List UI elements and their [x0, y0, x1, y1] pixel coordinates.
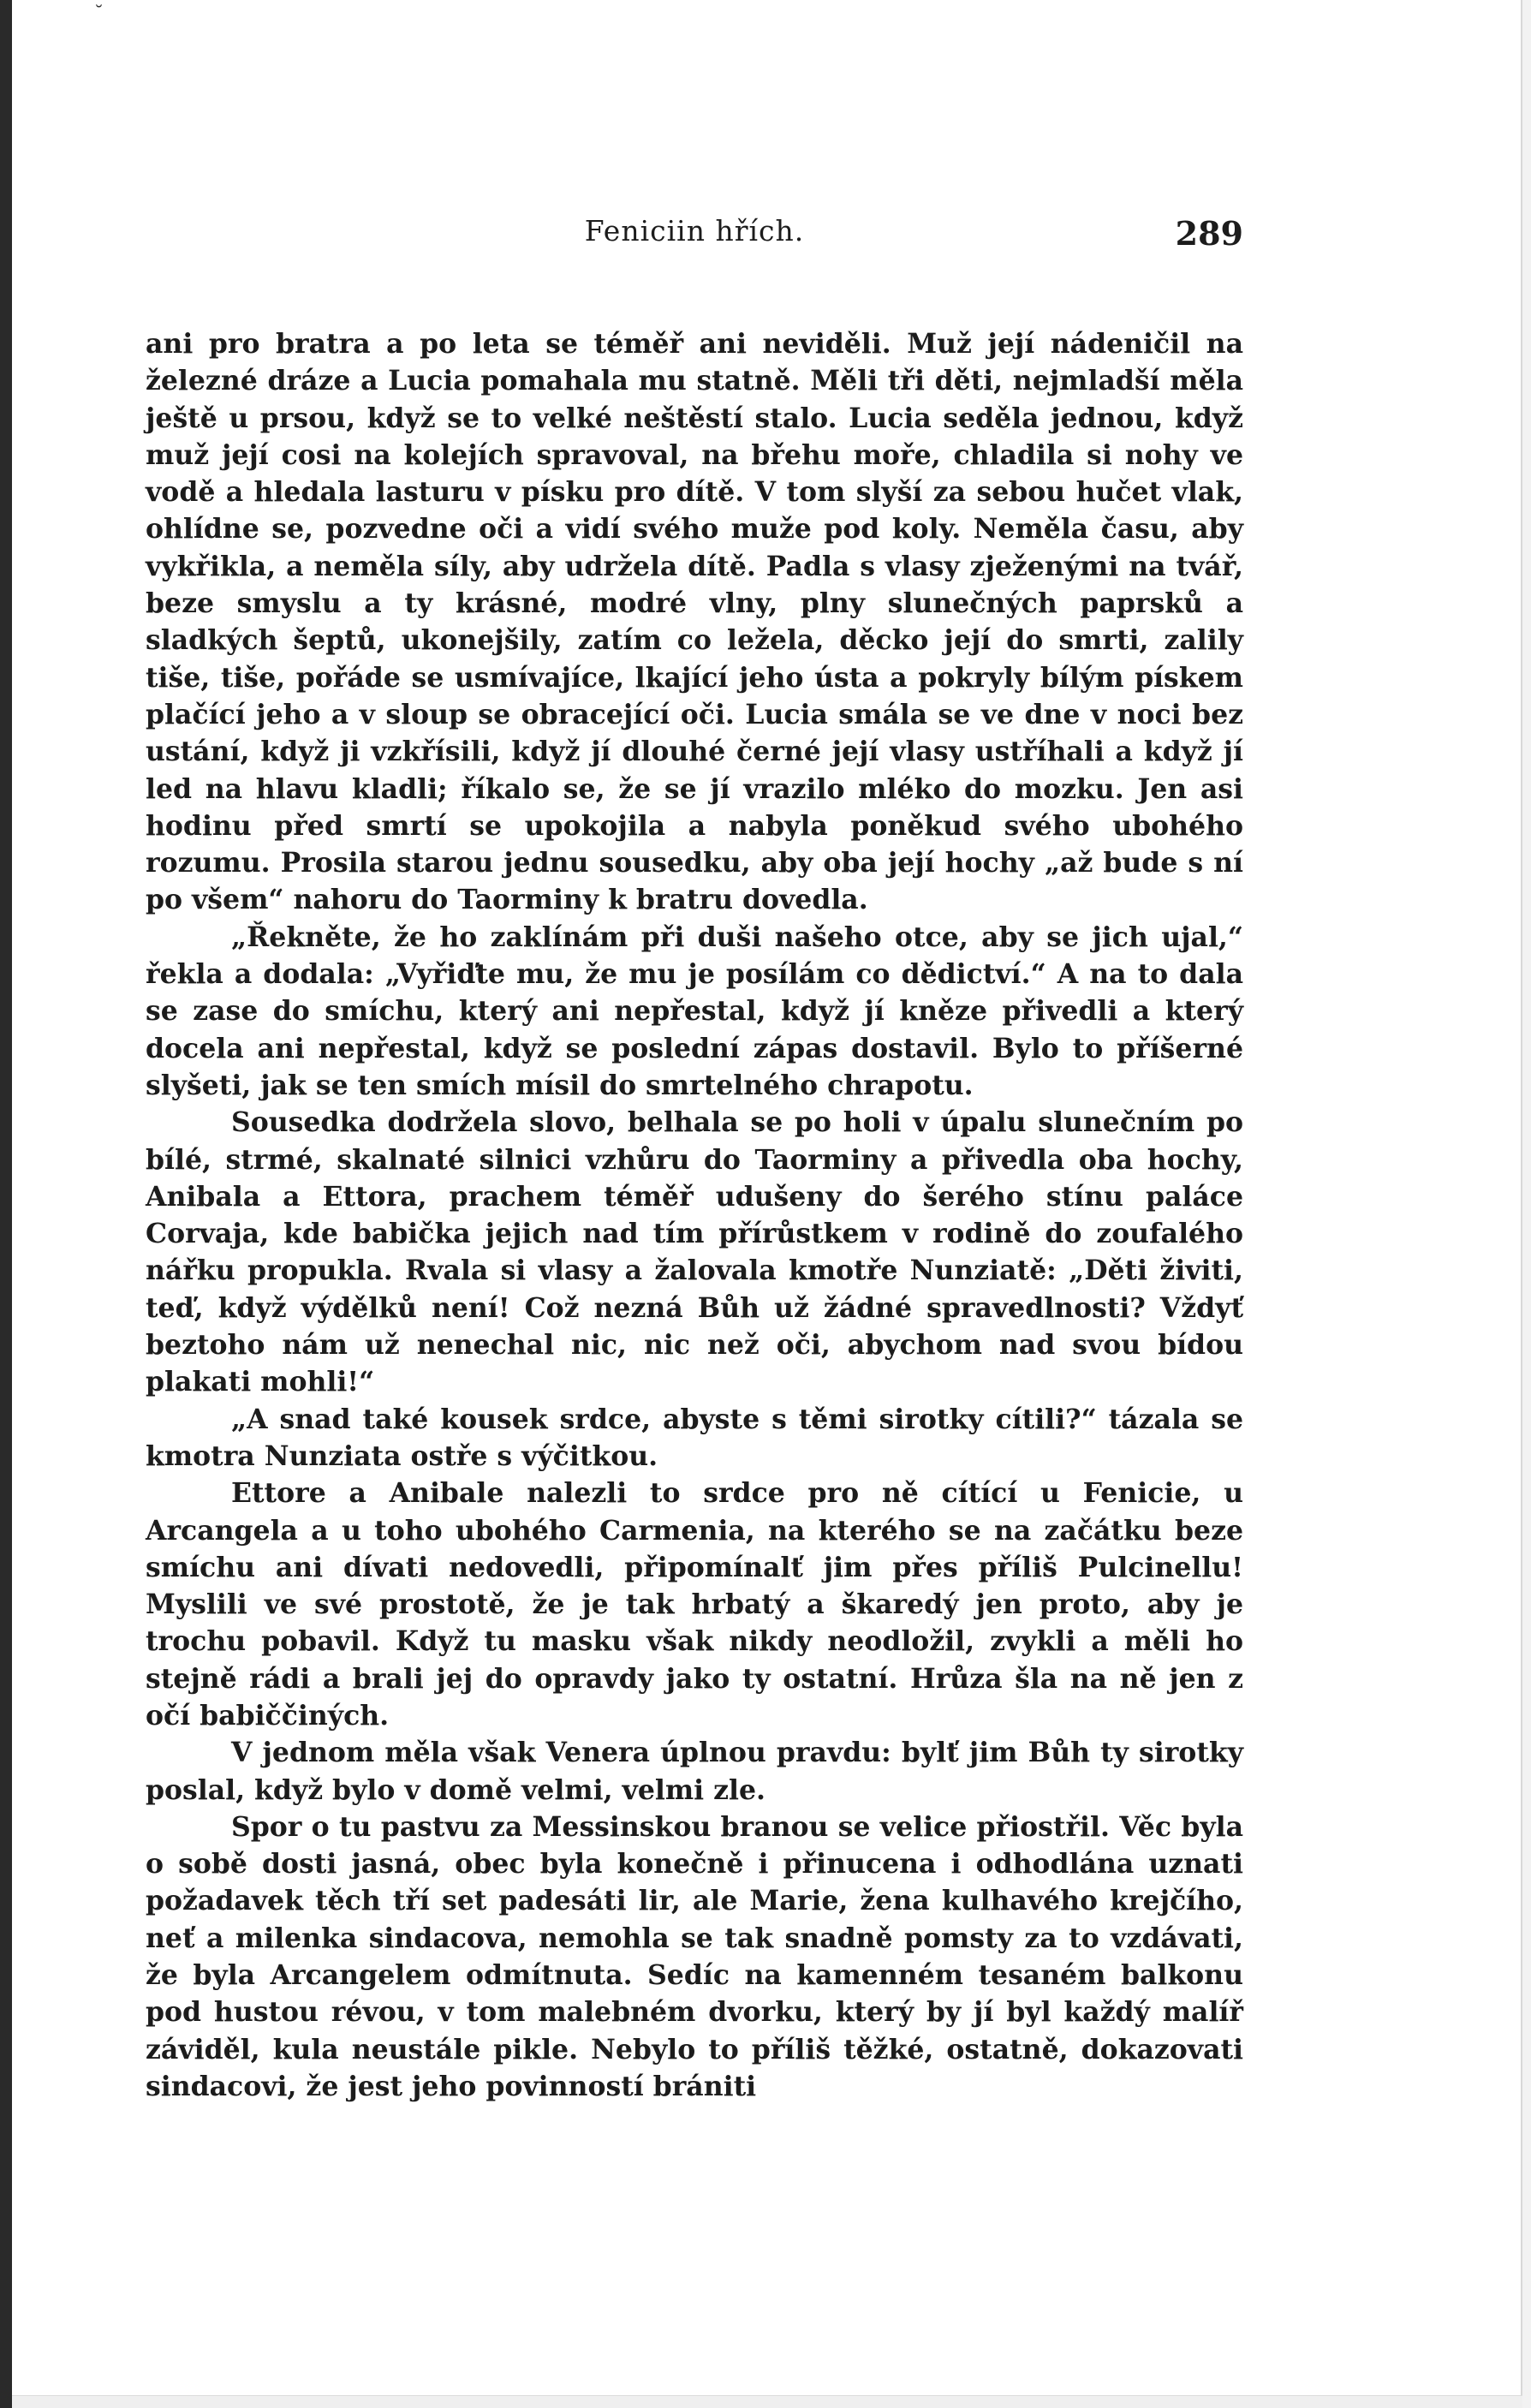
paragraph: Ettore a Anibale nalezli to srdce pro ně cítící u Fenicie, u Arcangela a u toho ubohého Carmenia, na kterého se na začátku beze smíchu ani dívati nedovedli, připomínalť jim přes příliš Pulcinellu! Myslili ve své prostotě, že je tak hrbatý a škaredý jen proto, aby je trochu pobavil. Když tu masku však nikdy neodložil, zvykli a měli ho stejně rádi a brali jej do opravdy jako ty ostatní. Hrůza šla na ně jen z očí babiččiných. — [146, 1477, 1243, 1731]
paragraph: Spor o tu pastvu za Messinskou branou se velice přiostřil. Věc byla o sobě dosti jasná, obec byla konečně i přinucena i odhodlána uznati požadavek těch tří set padesáti lir, ale Marie, žena kulhavého krejčího, neť a milenka sindacova, nemohla se tak snadně pomsty za to vzdávati, že byla Arcangelem odmítnuta. Sedíc na kamenném tesaném balkonu pod hustou révou, v tom malebném dvorku, který by jí byl každý malíř záviděl, kula neustále pikle. Nebylo to příliš těžké, ostatně, dokazovati sindacovi, že jest jeho povinností brániti — [146, 1810, 1243, 2102]
paragraph: „Řekněte, že ho zaklínám při duši našeho otce, aby se jich ujal,“ řekla a dodala: „Vyřiďte mu, že mu je posílám co dědictví.“ A na to dala se zase do smíchu, který ani nepřestal, když jí kněze přivedli a který docela ani nepřestal, když se poslední zápas dostavil. Bylo to příšerné slyšeti, jak se ten smích mísil do smrtelného chrapotu. — [146, 921, 1243, 1101]
paragraph: Sousedka dodržela slovo, belhala se po holi v úpalu slunečním po bílé, strmé, skalnaté silnici vzhůru do Taorminy a přivedla oba hochy, Anibala a Ettora, prachem téměř udušeny do šerého stínu paláce Corvaja, kde babička jejich nad tím přírůstkem v rodině do zoufalého nářku propukla. Rvala si vlasy a žalovala kmotře Nunziatě: „Děti živiti, teď, když výdělků není! Což nezná Bůh už žádné spravedlnosti? Vždyť beztoho nám už nenechal nic, nic než oči, abychom nad svou bídou plakati mohli!“ — [146, 1106, 1243, 1398]
body-text — [146, 325, 1243, 2105]
paragraph: ani pro bratra a po leta se téměř ani neviděli. Muž její nádeničil na železné dráze a Lucia pomahala mu statně. Měli tři děti, nejmladší měla ještě u prsou, když se to velké neštěstí stalo. Lucia seděla jednou, když muž její cosi na kolejích spravoval, na břehu moře, chladila si nohy ve vodě a hledala lasturu v písku pro dítě. V tom slyší za sebou hučet vlak, ohlídne se, pozvedne oči a vidí svého muže pod koly. Neměla času, aby vykřikla, a neměla síly, aby udržela dítě. Padla s vlasy zježenými na tvář, beze smyslu a ty krásné, modré vlny, plny slunečných paprsků a sladkých šeptů, ukonejšily, zatím co ležela, děcko její do smrti, zalily tiše, tiše, pořáde se usmívajíce, lkající jeho ústa a pokryly bílým pískem plačící jeho a v sloup se obracející oči. Lucia smála se ve dne v noci bez ustání, když ji vzkřísili, když jí dlouhé černé její vlasy ustříhali a když jí led na hlavu kladli; říkalo se, že se jí vrazilo mléko do mozku. Jen asi hodinu před smrtí se upokojila a nabyla poněkud svého ubohého rozumu. Prosila starou jednu sousedku, aby oba její hochy „až bude s ní po všem“ nahoru do Taorminy k bratru dovedla. — [146, 328, 1243, 916]
running-head — [146, 214, 1243, 257]
paragraph: „A snad také kousek srdce, abyste s těmi sirotky cítili?“ tázala se kmotra Nunziata ostře s výčitkou. — [146, 1403, 1243, 1472]
running-title: Feniciin hřích. — [584, 214, 805, 247]
paragraph: V jednom měla však Venera úplnou pravdu: bylť jim Bůh ty sirotky poslal, když bylo v domě velmi, velmi zle. — [146, 1737, 1243, 1806]
scan-edge-right — [1521, 0, 1531, 2408]
scan-edge-left — [0, 0, 12, 2408]
scan-mark: ˘ — [94, 3, 104, 25]
page-number: 289 — [1175, 214, 1243, 253]
book-page — [146, 214, 1243, 2105]
scan-edge-bottom — [12, 2395, 1522, 2408]
